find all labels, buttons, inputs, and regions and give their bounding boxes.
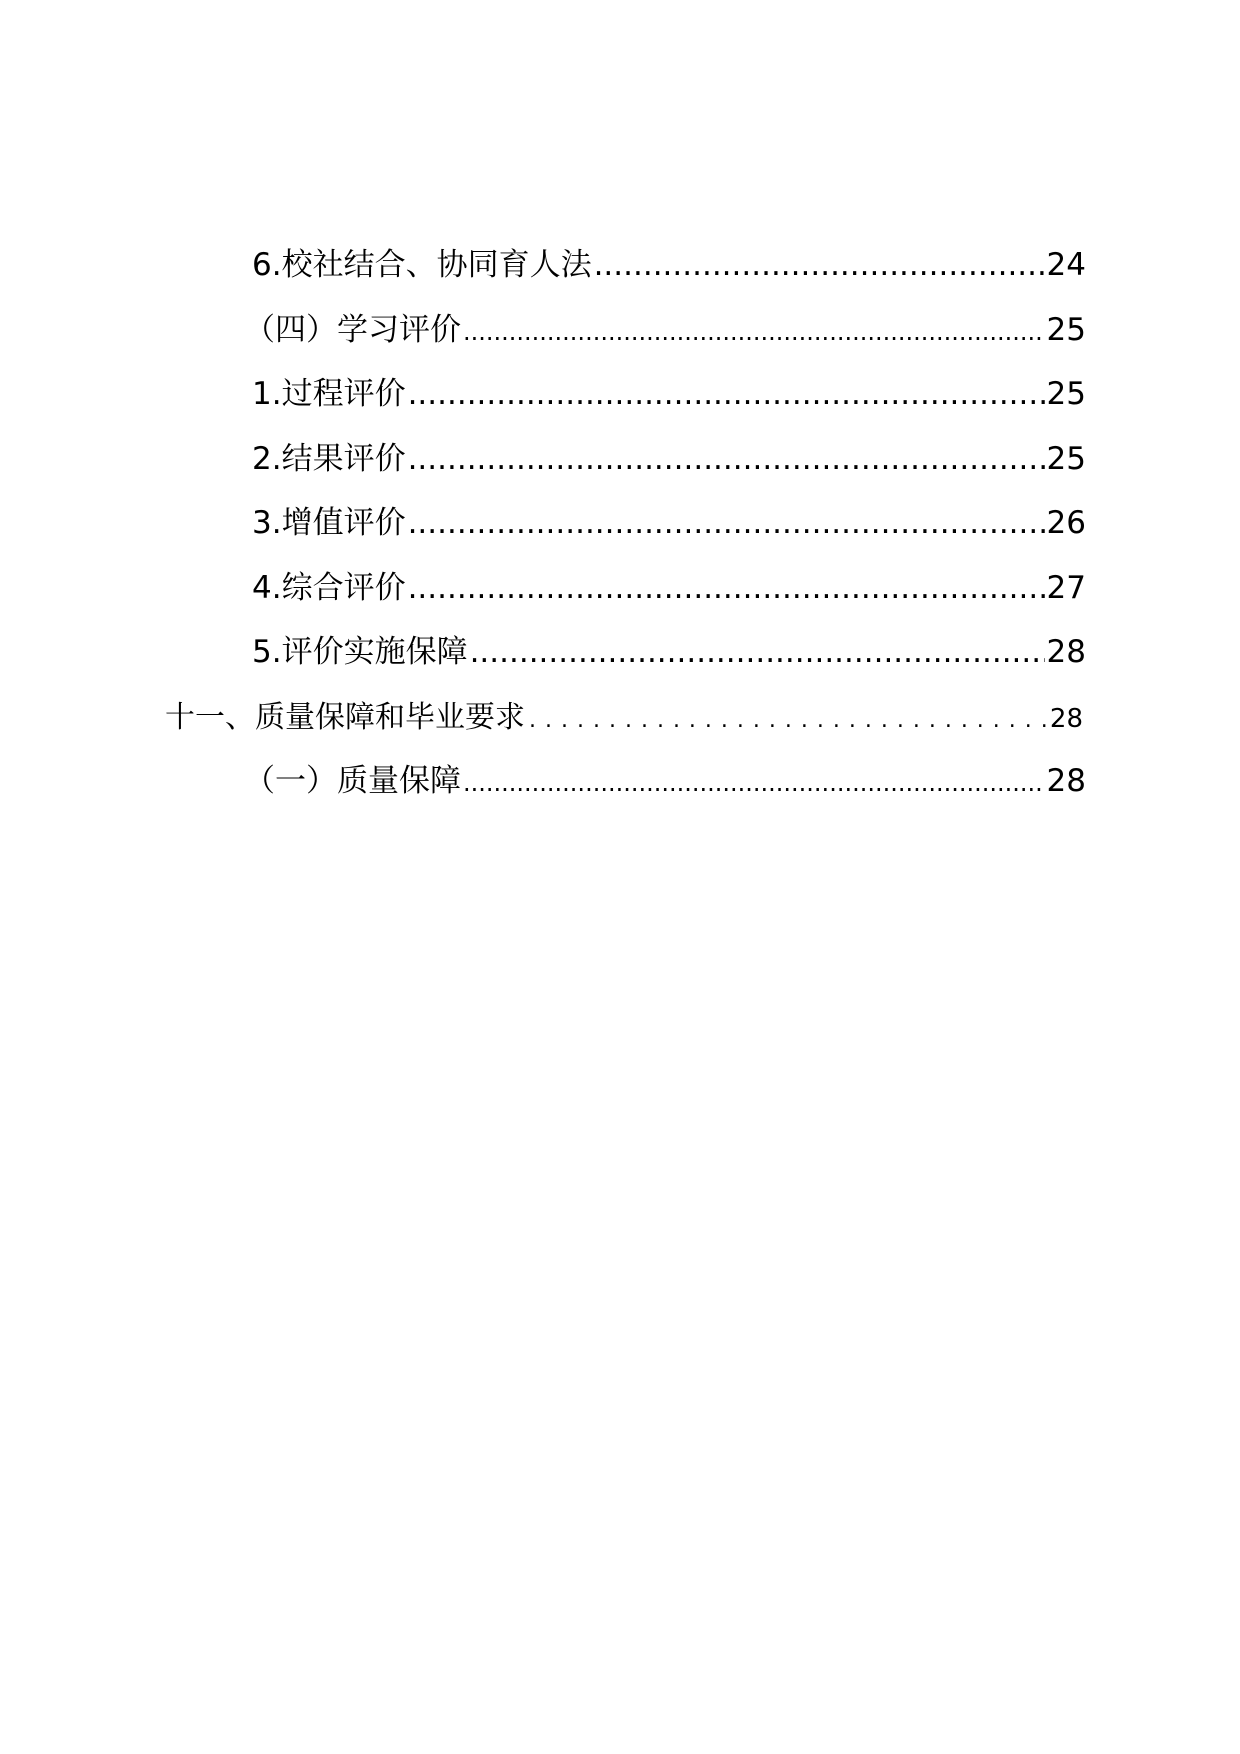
toc-page-number: 27 — [1046, 570, 1086, 606]
toc-entry-5-evaluation-guarantee[interactable] — [252, 632, 1086, 672]
toc-entry-1-quality-assurance[interactable] — [244, 761, 1086, 801]
toc-entry-label: 6.校社结合、协同育人法 — [252, 247, 592, 283]
dot-leader — [408, 439, 1045, 479]
dot-leader — [529, 701, 1048, 738]
dot-leader — [594, 245, 1045, 285]
toc-page-number: 25 — [1046, 376, 1086, 412]
toc-entry-4-comprehensive-evaluation[interactable] — [252, 568, 1086, 608]
dot-leader — [408, 568, 1045, 608]
toc-entry-11-quality-graduation[interactable] — [165, 698, 1083, 738]
toc-entry-3-value-added-evaluation[interactable] — [252, 503, 1086, 543]
toc-entry-4-learning-evaluation[interactable] — [244, 310, 1086, 350]
dot-leader — [463, 310, 1045, 350]
toc-page-number: 28 — [1046, 763, 1086, 799]
dot-leader — [408, 374, 1045, 414]
toc-entry-1-process-evaluation[interactable] — [252, 374, 1086, 414]
toc-entry-label: 1.过程评价 — [252, 376, 406, 412]
toc-entry-label: （一）质量保障 — [244, 763, 461, 799]
toc-page-number: 25 — [1046, 441, 1086, 477]
toc-entry-label: 4.综合评价 — [252, 570, 406, 606]
dot-leader — [463, 761, 1045, 801]
toc-page-number: 28 — [1049, 704, 1083, 734]
toc-entry-label: 2.结果评价 — [252, 441, 406, 477]
toc-page-number: 28 — [1046, 634, 1086, 670]
dot-leader — [470, 632, 1045, 672]
toc-page-number: 24 — [1046, 247, 1086, 283]
dot-leader — [408, 503, 1045, 543]
toc-entry-label: （四）学习评价 — [244, 312, 461, 348]
toc-entry-6-school-community[interactable] — [252, 245, 1086, 285]
toc-entry-label: 十一、质量保障和毕业要求 — [165, 700, 525, 735]
toc-entry-label: 3.增值评价 — [252, 505, 406, 541]
toc-page-number: 25 — [1046, 312, 1086, 348]
toc-page-number: 26 — [1046, 505, 1086, 541]
toc-entry-label: 5.评价实施保障 — [252, 634, 468, 670]
toc-entry-2-result-evaluation[interactable] — [252, 439, 1086, 479]
